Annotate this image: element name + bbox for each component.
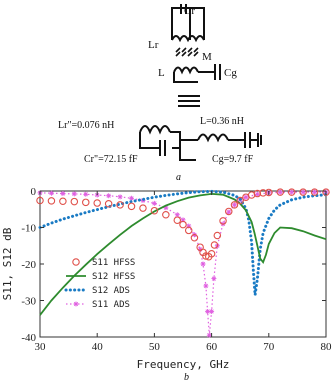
s11-ads-marker (49, 191, 54, 196)
legend-item-s11-ads (66, 300, 130, 310)
legend-label: S11 ADS (92, 300, 130, 310)
s11-ads-marker (129, 196, 134, 201)
s11-ads-marker (278, 190, 283, 195)
s11-ads-marker (203, 283, 208, 288)
equivalent-circuit-diagram (140, 4, 261, 160)
cg2-label: Cg=9.7 fF (212, 154, 254, 165)
x-axis-label: Frequency, GHz (136, 358, 230, 371)
lr-inductor (172, 36, 204, 40)
return-wire (180, 148, 196, 160)
caption-b: b (184, 372, 189, 382)
s11-hfss-point (140, 205, 146, 211)
s-parameter-chart (1, 186, 332, 382)
s11-ads-marker (118, 194, 123, 199)
s11-hfss-point (83, 199, 89, 205)
lr-label: Lr (148, 39, 159, 51)
s11-ads-marker (243, 195, 248, 200)
s11-hfss-point (48, 198, 54, 204)
s11-ads-series (38, 190, 329, 338)
x-tick-label: 30 (34, 341, 46, 353)
l-label: L (158, 67, 165, 79)
s11-ads-marker (207, 333, 212, 338)
s12-ads-series (40, 191, 326, 295)
x-tick-label: 80 (320, 341, 332, 353)
s11-hfss-point (180, 221, 186, 227)
l-inductor (174, 68, 198, 73)
y-tick-label: -30 (21, 295, 36, 308)
s11-hfss-point (94, 200, 100, 206)
x-tick-label: 50 (148, 341, 160, 353)
series-layer (37, 189, 329, 338)
s11-ads-marker (312, 190, 317, 195)
y-tick-label: -20 (21, 259, 36, 271)
s11-ads-line (40, 192, 326, 335)
s11-hfss-point (71, 198, 77, 204)
s11-hfss-point (128, 203, 134, 209)
s12-hfss-series (40, 194, 326, 315)
s11-ads-marker (209, 309, 214, 314)
plot-area (40, 191, 326, 337)
l-inductor-ground-lead (174, 72, 198, 82)
x-tick-label: 40 (91, 341, 103, 353)
s11-ads-marker (211, 276, 216, 281)
cr2-label: Cr"=72.15 fF (84, 154, 138, 165)
ground-symbol (250, 133, 261, 147)
x-tick-label: 70 (263, 341, 275, 353)
y-tick-label: -40 (21, 332, 36, 344)
lr2-label: Lr"=0.076 nH (58, 120, 115, 131)
m-label: M (202, 51, 212, 63)
legend-swatch-marker (74, 302, 79, 307)
s11-ads-marker (83, 192, 88, 197)
s11-hfss-point (60, 198, 66, 204)
y-tick-label: -10 (21, 222, 36, 235)
l2-label: L=0.36 nH (200, 116, 244, 127)
s11-hfss-point (163, 212, 169, 218)
y-axis-ticks (21, 186, 326, 344)
s12-ads-line (40, 191, 326, 295)
s11-hfss-point (174, 217, 180, 223)
circuit-labels (58, 5, 254, 183)
cg-label: Cg (224, 67, 237, 79)
s11-ads-marker (301, 190, 306, 195)
lr2-inductor (140, 126, 170, 132)
cr-label: Cr (184, 5, 195, 17)
legend-item-s11-hfss (73, 258, 136, 268)
s11-ads-marker (289, 190, 294, 195)
x-tick-label: 60 (206, 341, 218, 353)
legend-label: S11 HFSS (92, 258, 136, 268)
s11-hfss-point (214, 232, 220, 238)
s11-ads-marker (60, 191, 65, 196)
s11-ads-marker (72, 191, 77, 196)
s11-ads-marker (152, 201, 157, 206)
s11-ads-marker (106, 193, 111, 198)
y-axis-label: S11, S12 dB (1, 227, 14, 301)
equivalence-sign (178, 96, 200, 106)
s11-ads-marker (201, 262, 206, 267)
s12-hfss-line (40, 194, 326, 315)
mutual-coupling-marks (176, 48, 198, 56)
y-tick-label: 0 (30, 186, 36, 198)
legend (66, 258, 135, 310)
legend-swatch (73, 259, 79, 265)
legend-label: S12 HFSS (92, 272, 136, 282)
s11-ads-marker (232, 202, 237, 207)
l-inductor-2 (198, 135, 228, 141)
legend-item-s12-ads (66, 286, 130, 296)
legend-label: S12 ADS (92, 286, 130, 296)
caption-a: a (176, 172, 181, 183)
